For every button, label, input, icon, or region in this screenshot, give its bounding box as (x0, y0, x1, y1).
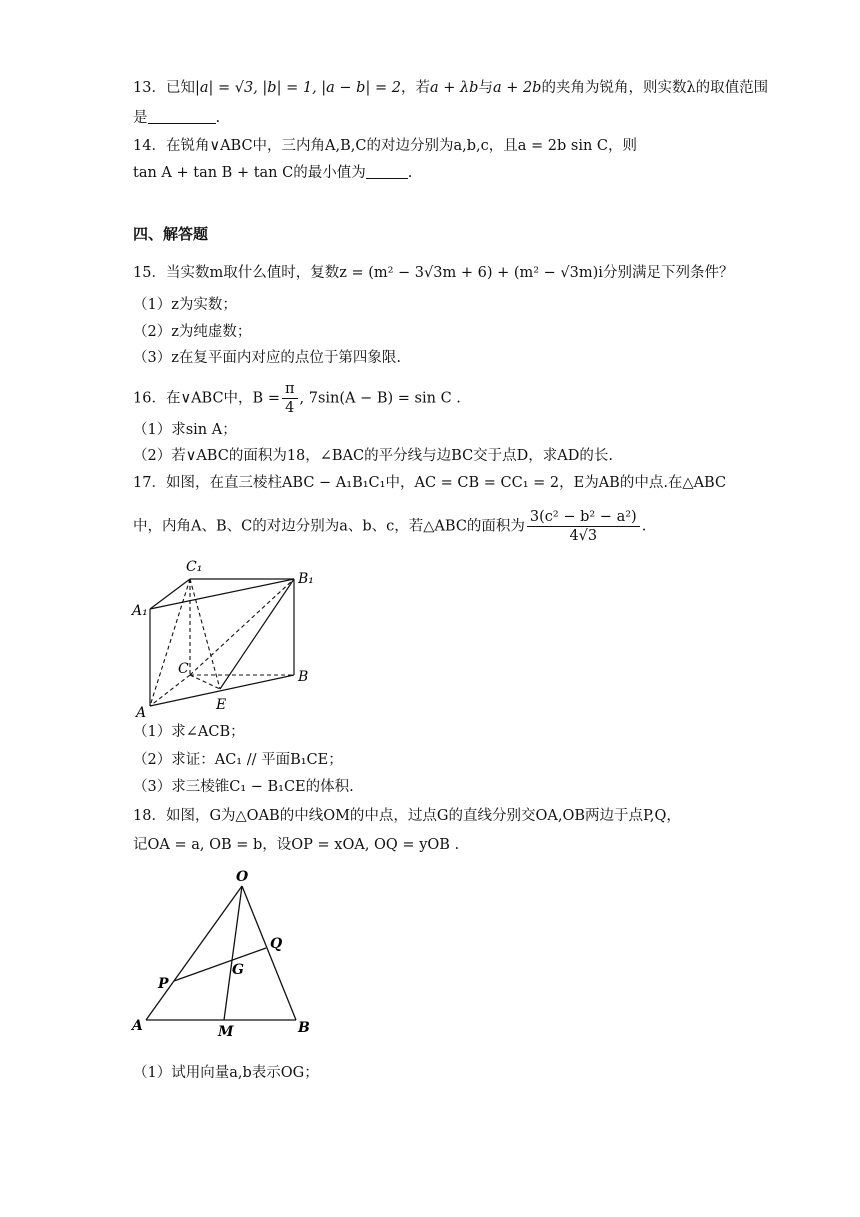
label-G: G (232, 962, 244, 978)
q13-expr2: a + 2b (492, 80, 542, 96)
q13-line2 (133, 108, 220, 128)
q13-line1 (133, 78, 768, 98)
q14-line2-end: . (407, 165, 413, 181)
edge-CB1 (190, 579, 294, 675)
label-B1: B₁ (298, 571, 314, 587)
label-B: B (298, 1020, 310, 1036)
q17-line1: 17．如图，在直三棱柱ABC − A₁B₁C₁中，AC = CB = CC₁ = 2，E为AB的中点.在△ABC (133, 475, 727, 491)
label-E: E (216, 697, 227, 713)
q13-mid: ，若 (400, 80, 430, 96)
label-A1: A₁ (132, 603, 148, 619)
q18-triangle-figure (128, 868, 328, 1040)
q13-line2-end: . (215, 110, 221, 126)
edge-A1B1 (150, 579, 294, 609)
q17-part1: （1）求∠ACB； (133, 724, 245, 740)
label-C: C (178, 661, 189, 677)
q16-stem (133, 380, 461, 417)
q17-line2-end: . (641, 518, 647, 535)
median-OM (224, 886, 242, 1020)
q15-part2: （2）z为纯虚数； (133, 324, 252, 340)
side-OB (242, 886, 296, 1020)
q16-stem-b: , 7sin(A − B) = sin C . (299, 390, 461, 407)
q13-and: 与 (478, 80, 493, 96)
q13-prefix: 13．已知 (133, 80, 195, 96)
q17-frac-den: 4√3 (569, 528, 598, 544)
q17-frac-num: 3(c² − b² − a²) (527, 508, 640, 527)
q17-fraction (527, 508, 640, 545)
q18-line2: 记OA = a, OB = b，设OP = xOA, OQ = yOB . (133, 837, 460, 853)
q15-stem: 15．当实数m取什么值时，复数z = (m² − 3√3m + 6) + (m² − √3m)i分别满足下列条件？ (133, 265, 734, 281)
label-A: A (136, 705, 147, 721)
label-A: A (132, 1018, 143, 1034)
label-P: P (158, 976, 169, 992)
q13-suffix: 的夹角为锐角，则实数λ的取值范围 (541, 80, 769, 96)
label-O: O (236, 869, 249, 885)
label-B: B (298, 669, 309, 685)
q15-part3: （3）z在复平面内对应的点位于第四象限. (133, 350, 401, 366)
q14-line2 (133, 163, 412, 183)
q14-line2-text: tan A + tan B + tan C的最小值为 (133, 165, 366, 181)
q17-part3: （3）求三棱锥C₁ − B₁CE的体积. (133, 779, 354, 795)
section-title: 四、解答题 (133, 225, 209, 243)
q16-frac-num: π (282, 380, 298, 399)
q13-line2-text: 是 (133, 110, 148, 126)
q13-answer-blank (148, 109, 216, 124)
q15-part1: （1）z为实数； (133, 297, 237, 313)
q16-part2: （2）若∨ABC的面积为18，∠BAC的平分线与边BC交于点D，求AD的长. (133, 448, 613, 464)
q17-part2: （2）求证：AC₁ // 平面B₁CE； (133, 752, 343, 768)
edge-B1E (220, 579, 294, 689)
q17-prism-figure (128, 553, 318, 723)
label-M: M (218, 1024, 234, 1040)
q17-line2 (133, 508, 646, 545)
q14-answer-blank (366, 164, 408, 179)
q18-part1: （1）试用向量a,b表示OG； (133, 1065, 319, 1081)
q16-stem-a: 16．在∨ABC中，B = (133, 390, 280, 407)
q13-expr1: a + λb (429, 80, 479, 96)
edge-C1A (150, 579, 190, 706)
q14-line1: 14．在锐角∨ABC中，三内角A,B,C的对边分别为a,b,c，且a = 2b sin C，则 (133, 138, 638, 154)
edge-CE (190, 675, 220, 689)
label-C1: C₁ (186, 559, 203, 575)
line-PQ (174, 948, 266, 981)
q17-line2-text: 中，内角A、B、C的对边分别为a、b、c，若△ABC的面积为 (133, 518, 525, 535)
q18-line1: 18．如图，G为△OAB的中线OM的中点，过点G的直线分别交OA,OB两边于点P,Q， (133, 808, 681, 824)
label-Q: Q (270, 936, 283, 952)
q16-part1: （1）求sin A； (133, 422, 237, 438)
q16-frac-den: 4 (285, 400, 295, 416)
q13-condition: |a| = √3, |b| = 1, |a − b| = 2 (194, 80, 401, 96)
q16-fraction (282, 380, 298, 417)
side-OA (146, 886, 242, 1020)
